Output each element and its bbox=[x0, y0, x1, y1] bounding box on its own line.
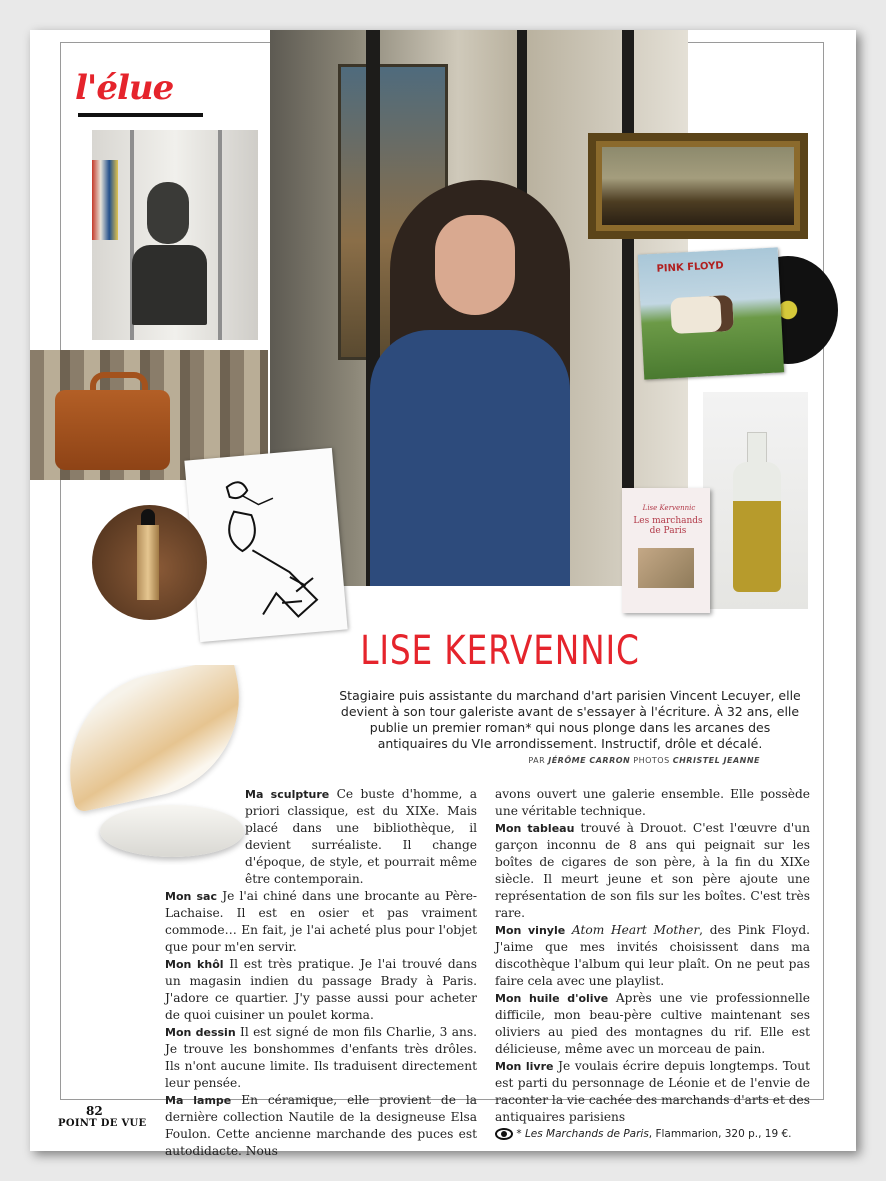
item-khol: Mon khôl Il est très pratique. Je l'ai trouvé dans un magasin indien du passage Brady à Paris. J'adore ce quartier. J'y passe aussi pour acheter de quoi cuisiner un poulet korma. bbox=[165, 957, 477, 1022]
sculpture-photo bbox=[92, 130, 258, 340]
page-number: 82 bbox=[86, 1104, 103, 1118]
item-lamp-continued: avons ouvert une galerie ensemble. Elle possède une véritable technique. bbox=[495, 787, 810, 818]
item-olive-oil: Mon huile d'olive Après une vie professionnelle difficile, mon beau-père cultive maintenant ses oliviers au pied des montagnes du rif. Elle est délicieuse, même avec un morceau de pain. bbox=[495, 991, 811, 1056]
khol-photo bbox=[92, 505, 207, 620]
item-painting: Mon tableau trouvé à Drouot. C'est l'œuvre d'un garçon inconnu de 8 ans qui peignait sur les boîtes de cigares de son père, à la fin du XIXe siècle. Il meurt jeune et son père ajoute une représentation de son fils sur les boîtes. C'est très rare. bbox=[495, 821, 810, 920]
item-drawing: Mon dessin Il est signé de mon fils Charlie, 3 ans. Je trouve les bonshommes d'enfants très drôles. Ils n'ont aucune limite. Ils traduisent directement leur pensée. bbox=[165, 1025, 477, 1090]
rubric-underline bbox=[78, 113, 203, 117]
olive-oil-photo bbox=[703, 392, 808, 609]
text-column-2 bbox=[495, 786, 810, 1143]
vinyl-cover-photo bbox=[638, 247, 784, 379]
item-bag: Mon sac Je l'ai chiné dans une brocante au Père-Lachaise. Il est en osier et pas vraiment commode… En fait, je l'ai acheté plus pour l'objet que pour m'en servir. bbox=[165, 889, 478, 954]
cow-image bbox=[670, 295, 734, 334]
album-title: PINK FLOYD bbox=[656, 260, 724, 275]
book-title: Les marchands de Paris bbox=[633, 516, 703, 536]
article-intro: Stagiaire puis assistante du marchand d'art parisien Vincent Lecuyer, elle devient à son tour galeriste avant de s'essayer à l'écriture. À 32 ans, elle publie un premier roman* qui nous plonge dans les arcanes des antiquaires du VIe arrondissement. Instructif, drôle et décalé. bbox=[339, 688, 801, 751]
item-lamp: Ma lampe En céramique, elle provient de la dernière collection Nautile de la designeuse Elsa Foulon. Cette ancienne marchande des puces est autodidacte. Nous bbox=[165, 1093, 478, 1158]
painting-photo bbox=[588, 133, 808, 239]
book-cover-photo bbox=[622, 488, 710, 613]
author-name: JÉRÔME CARRON bbox=[548, 756, 631, 765]
item-vinyl: Mon vinyle Atom Heart Mother, des Pink Floyd. J'aime que mes invités choisissent dans ma discothèque l'album qui leur plaît. On ne peut pas faire cela avec une playlist. bbox=[495, 923, 811, 988]
eye-icon bbox=[495, 1128, 513, 1140]
article-headline: LISE KERVENNIC bbox=[360, 628, 640, 674]
article-credits: PAR JÉRÔME CARRON PHOTOS CHRISTEL JEANNE bbox=[528, 756, 760, 765]
item-sculpture: Ma sculpture Ce buste d'homme, a priori classique, est du XIXe. Mais placé dans une bibliothèque, il devient surréaliste. Il change d'époque, de style, et pourrait même être contemporain. bbox=[245, 787, 477, 886]
text-column-1 bbox=[165, 786, 477, 1160]
item-book: Mon livre Je voulais écrire depuis longtemps. Tout est parti du personnage de Léonie et de l'envie de raconter la vie cachée des marchands d'arts et des antiquaires parisiens bbox=[495, 1059, 810, 1124]
footnote: * Les Marchands de Paris, Flammarion, 320 p., 19 €. bbox=[495, 1126, 810, 1143]
photographer-name: CHRISTEL JEANNE bbox=[672, 756, 760, 765]
rubric-title: l'élue bbox=[75, 68, 174, 108]
book-author: Lise Kervennic bbox=[642, 504, 696, 512]
magazine-name: POINT DE VUE bbox=[58, 1118, 147, 1129]
child-drawing-photo bbox=[184, 448, 347, 642]
